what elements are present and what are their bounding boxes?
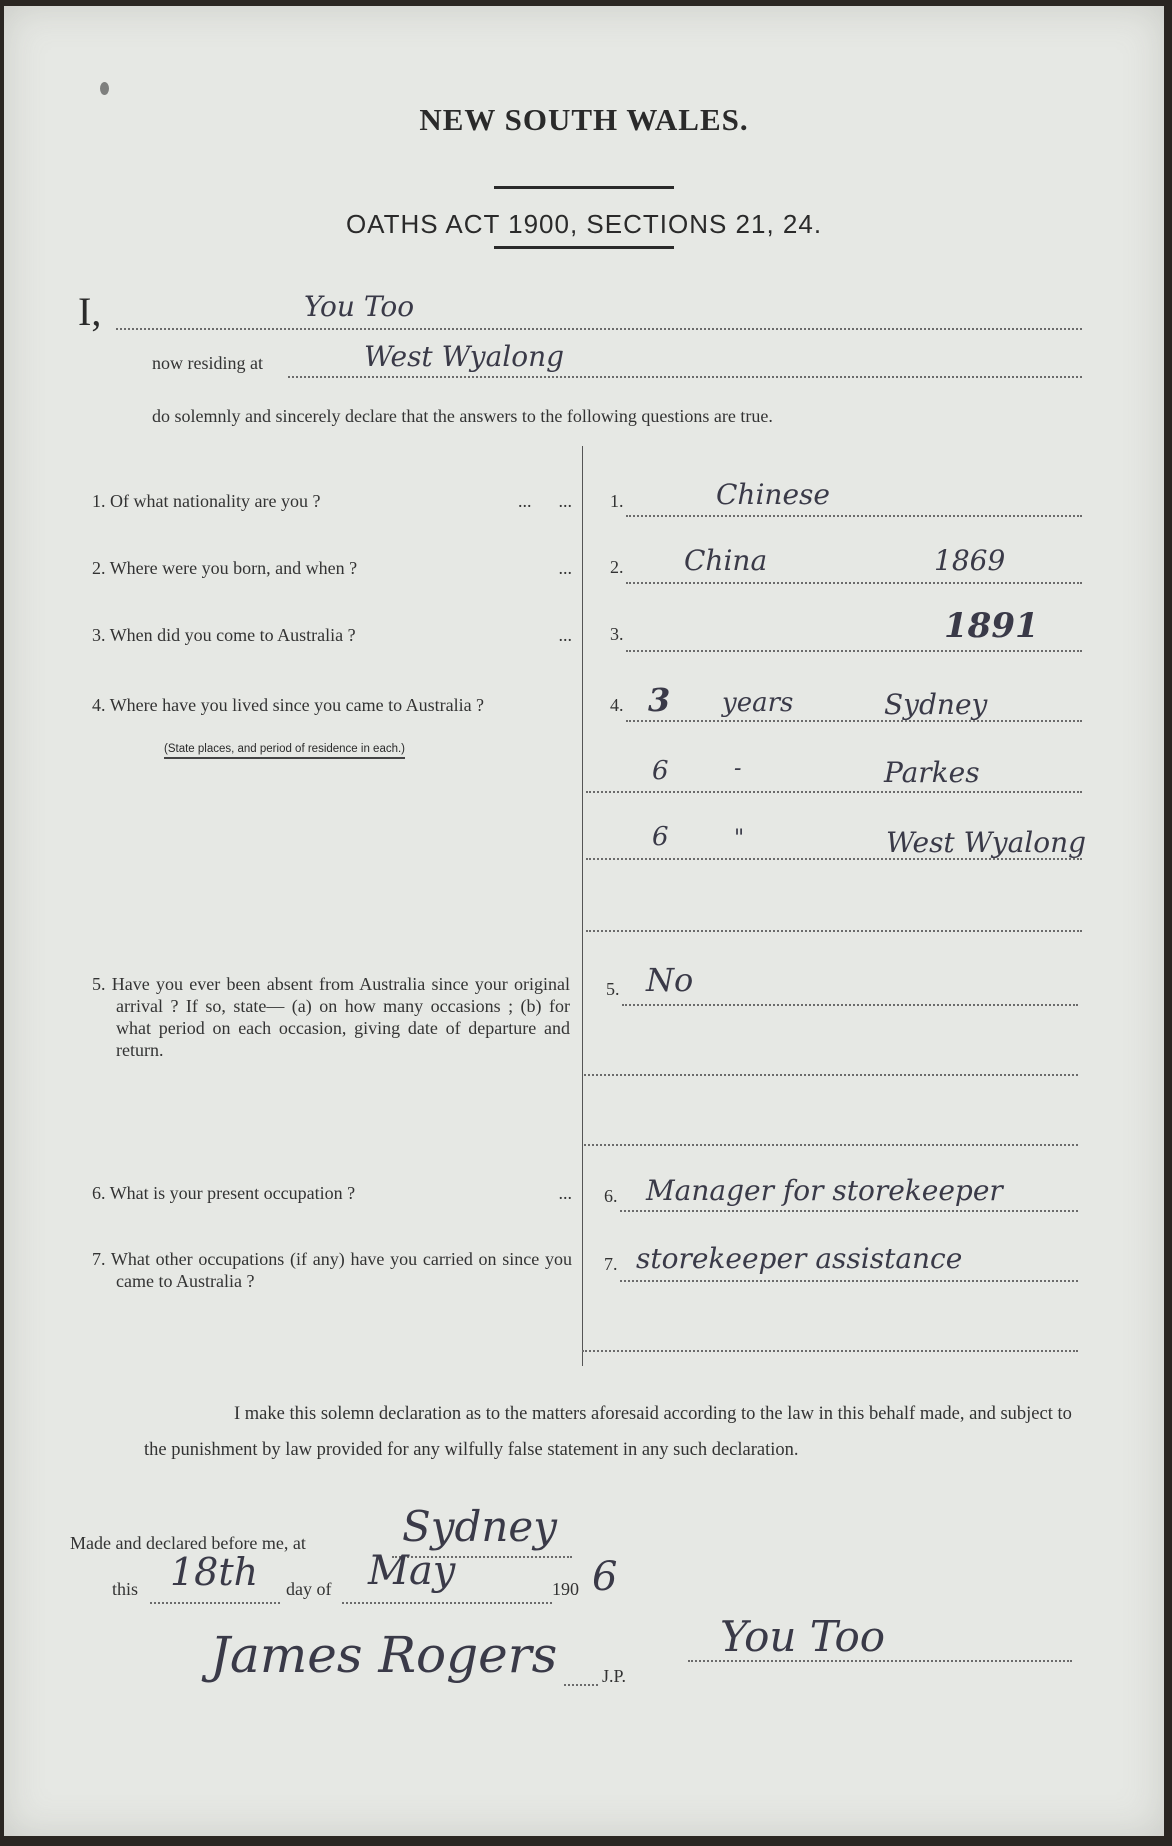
question-3-num: 3. <box>92 625 106 645</box>
jp-signature: James Rogers <box>210 1626 558 1684</box>
column-divider <box>582 446 583 1366</box>
answer-4-row-1-place: Sydney <box>884 688 988 721</box>
answer-7-value: storekeeper assistance <box>636 1242 963 1275</box>
made-label: Made and declared before me, at <box>70 1533 306 1553</box>
declarant-signature: You Too <box>720 1612 886 1661</box>
question-5-num: 5. <box>92 974 106 994</box>
declare-text: do solemnly and sincerely declare that the answers to the following questions are true. <box>152 406 773 426</box>
question-2-dots: ... <box>558 558 572 578</box>
answer-4-row-1-years: 3 <box>648 681 671 719</box>
answer-3-year: 1891 <box>944 606 1039 646</box>
made-day: 18th <box>170 1550 259 1594</box>
answer-6-num: 6. <box>604 1186 618 1206</box>
question-1-dots: ... ... <box>518 491 572 511</box>
answer-5-value: No <box>646 961 694 999</box>
answer-4-line-1 <box>626 720 1082 722</box>
day-of-label: day of <box>286 1579 332 1599</box>
answer-5-line-3 <box>584 1144 1078 1146</box>
made-month: May <box>368 1548 456 1594</box>
answer-4-num: 4. <box>610 695 624 715</box>
answer-4-row-3-place: West Wyalong <box>886 826 1087 859</box>
page-title: NEW SOUTH WALES. <box>419 102 749 137</box>
question-2-num: 2. <box>92 558 106 578</box>
declarant-name: You Too <box>304 290 415 323</box>
answer-5-line-2 <box>584 1074 1078 1076</box>
answer-3-num: 3. <box>610 624 624 644</box>
made-place: Sydney <box>402 1502 558 1551</box>
question-6-text: What is your present occupation ? <box>109 1183 356 1203</box>
i-label: I, <box>78 289 102 334</box>
title-rule-top <box>494 186 674 189</box>
question-4-note: (State places, and period of residence in each.) <box>164 743 405 759</box>
answer-4-row-2-unit: - <box>734 756 742 781</box>
answer-2-year: 1869 <box>934 544 1006 577</box>
day-line <box>150 1602 280 1604</box>
question-4-num: 4. <box>92 695 106 715</box>
answer-7-num: 7. <box>604 1254 618 1274</box>
answer-1-line <box>626 515 1082 517</box>
declaration-paragraph: I make this solemn declaration as to the matters aforesaid according to the law in this behalf made, and subject to the punishment by law provided for any wilfully false statement in any such declaration. <box>144 1404 1072 1460</box>
answer-4-row-2-years: 6 <box>652 756 669 786</box>
question-6-num: 6. <box>92 1183 106 1203</box>
this-label: this <box>112 1579 139 1599</box>
question-2-text: Where were you born, and when ? <box>109 558 358 578</box>
month-line <box>342 1602 552 1604</box>
question-1-num: 1. <box>92 491 106 511</box>
answer-5-line-1 <box>622 1004 1078 1006</box>
question-5 <box>92 973 570 1061</box>
question-7-num: 7. <box>92 1249 106 1269</box>
year-prefix: 190 <box>552 1579 579 1599</box>
act-subtitle: OATHS ACT 1900, SECTIONS 21, 24. <box>345 209 823 239</box>
question-3 <box>92 624 572 646</box>
answer-2-num: 2. <box>610 557 624 577</box>
question-7-text: What other occupations (if any) have you carried on since you came to Australia ? <box>110 1249 572 1291</box>
question-5-text: Have you ever been absent from Australia since your original arrival ? If so, state— (a) on how many occasions ; (b) for what period on each occasion, giving date of departure and return. <box>111 974 570 1060</box>
answer-4-row-3-unit: " <box>734 826 745 851</box>
jp-line <box>564 1684 598 1686</box>
answer-4-line-2 <box>586 791 1082 793</box>
answer-4-row-1-unit: years <box>722 688 794 718</box>
question-7 <box>92 1248 572 1292</box>
answer-5-num: 5. <box>606 979 620 999</box>
name-line <box>116 328 1082 330</box>
question-1-text: Of what nationality are you ? <box>110 491 321 511</box>
question-4 <box>92 694 572 716</box>
answer-4-row-3-years: 6 <box>652 822 669 852</box>
declaration-form <box>4 6 1164 1836</box>
answer-7-line-1 <box>620 1280 1078 1282</box>
answer-4-line-4 <box>586 930 1082 932</box>
year-digit: 6 <box>592 1554 618 1600</box>
question-4-text: Where have you lived since you came to Australia ? <box>109 695 485 715</box>
answer-1-num: 1. <box>610 491 624 511</box>
answer-7-line-2 <box>582 1350 1078 1352</box>
question-6 <box>92 1182 572 1204</box>
question-3-dots: ... <box>558 625 572 645</box>
residence-value: West Wyalong <box>364 340 565 373</box>
answer-6-value: Manager for storekeeper <box>646 1174 1003 1207</box>
question-2 <box>92 557 572 579</box>
residence-line <box>288 376 1082 378</box>
question-1 <box>92 490 572 512</box>
answer-2-place: China <box>684 544 768 577</box>
ink-stain <box>100 82 109 95</box>
question-6-dots: ... <box>558 1183 572 1203</box>
answer-6-line <box>620 1210 1078 1212</box>
answer-3-line <box>626 650 1082 652</box>
residing-label: now residing at <box>152 353 263 373</box>
title-rule-bottom <box>494 246 674 249</box>
jp-label: J.P. <box>602 1666 627 1686</box>
answer-4-row-2-place: Parkes <box>884 756 980 789</box>
answer-2-line <box>626 582 1082 584</box>
question-3-text: When did you come to Australia ? <box>109 625 356 645</box>
answer-1-value: Chinese <box>716 478 830 511</box>
